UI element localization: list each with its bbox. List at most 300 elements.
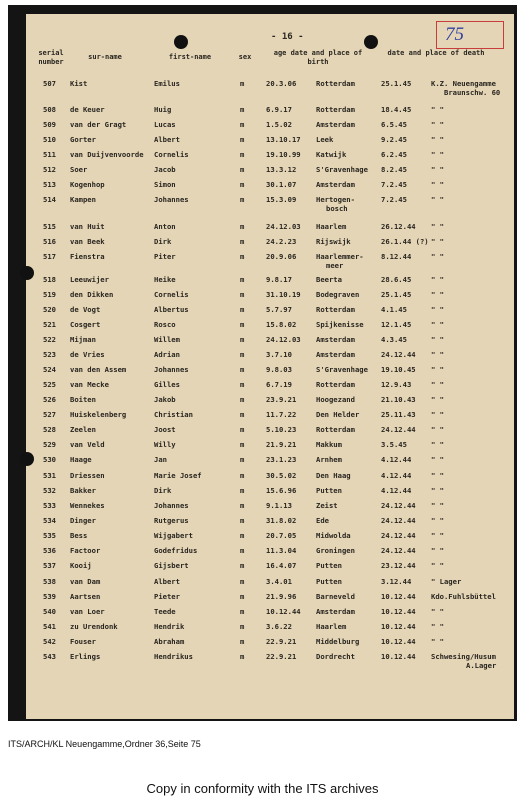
row-surname: Cosgert — [70, 320, 101, 329]
row-birth-place: Midwolda — [316, 531, 351, 540]
row-birth-place: Hertogen- — [316, 195, 355, 204]
scan-frame — [8, 5, 517, 721]
row-first-name: Lucas — [154, 120, 176, 129]
row-sex: m — [240, 516, 245, 525]
row-surname: Bess — [70, 531, 88, 540]
row-birth-place: Haarlemmer- — [316, 252, 364, 261]
row-sex: m — [240, 275, 245, 284]
row-number: 524 — [43, 365, 56, 374]
row-first-name: Christian — [154, 410, 193, 419]
row-death-place: " " — [431, 440, 444, 449]
row-surname: Dinger — [70, 516, 96, 525]
row-birth-place: Zeist — [316, 501, 338, 510]
row-death-date: 12.9.43 — [381, 380, 412, 389]
row-death-date: 4.12.44 — [381, 471, 412, 480]
row-death-place: " " — [431, 410, 444, 419]
row-first-name: Simon — [154, 180, 176, 189]
row-death-date: 8.12.44 — [381, 252, 412, 261]
table-row — [26, 531, 514, 543]
row-birth-place: Hoogezand — [316, 395, 355, 404]
row-surname: Soer — [70, 165, 88, 174]
table-row — [26, 592, 514, 604]
row-number: 520 — [43, 305, 56, 314]
table-row — [26, 577, 514, 589]
row-first-name: Johannes — [154, 195, 189, 204]
row-birth-place: Den Helder — [316, 410, 360, 419]
row-number: 528 — [43, 425, 56, 434]
row-number: 507 — [43, 79, 56, 88]
row-death-place: " " — [431, 395, 444, 404]
row-birth-date: 5.7.97 — [266, 305, 292, 314]
row-first-name: Johannes — [154, 365, 189, 374]
row-number: 529 — [43, 440, 56, 449]
row-number: 512 — [43, 165, 56, 174]
row-birth-date: 6.7.19 — [266, 380, 292, 389]
row-death-place: " " — [431, 252, 444, 261]
row-first-name: Hendrikus — [154, 652, 193, 661]
row-sex: m — [240, 150, 245, 159]
table-row — [26, 165, 514, 177]
header-sex: sex — [238, 53, 252, 61]
row-sex: m — [240, 105, 245, 114]
row-sex: m — [240, 592, 245, 601]
row-surname: Bakker — [70, 486, 96, 495]
row-birth-date: 5.10.23 — [266, 425, 297, 434]
row-sex: m — [240, 410, 245, 419]
row-birth-date: 24.2.23 — [266, 237, 297, 246]
row-surname: Boiten — [70, 395, 96, 404]
header-surname: sur-name — [88, 53, 122, 61]
row-first-name: Cornelis — [154, 290, 189, 299]
table-row — [26, 350, 514, 362]
row-birth-place: Middelburg — [316, 637, 360, 646]
row-first-name: Marie Josef — [154, 471, 202, 480]
row-death-place: " " — [431, 105, 444, 114]
row-surname: van Dam — [70, 577, 101, 586]
row-death-date: 24.12.44 — [381, 425, 416, 434]
row-death-date: 4.12.44 — [381, 486, 412, 495]
row-first-name: Anton — [154, 222, 176, 231]
row-death-place-cont: Braunschw. 60 — [444, 88, 501, 97]
row-death-date: 6.5.45 — [381, 120, 407, 129]
row-death-date: 25.1.45 — [381, 79, 412, 88]
table-row — [26, 305, 514, 317]
row-death-date: 26.1.44 (?) — [381, 237, 429, 246]
row-death-date: 8.2.45 — [381, 165, 407, 174]
row-number: 541 — [43, 622, 56, 631]
row-birth-place: Rotterdam — [316, 305, 355, 314]
row-number: 535 — [43, 531, 56, 540]
row-number: 510 — [43, 135, 56, 144]
row-first-name: Gijsbert — [154, 561, 189, 570]
row-sex: m — [240, 180, 245, 189]
row-surname: zu Urendonk — [70, 622, 118, 631]
row-birth-place: Spijkenisse — [316, 320, 364, 329]
table-row — [26, 440, 514, 452]
row-birth-place: Putten — [316, 486, 342, 495]
row-death-place: " " — [431, 237, 444, 246]
table-row — [26, 622, 514, 634]
row-birth-date: 20.7.05 — [266, 531, 297, 540]
row-birth-place: S'Gravenhage — [316, 165, 368, 174]
row-sex: m — [240, 501, 245, 510]
row-death-date: 23.12.44 — [381, 561, 416, 570]
row-sex: m — [240, 425, 245, 434]
row-sex: m — [240, 395, 245, 404]
row-number: 527 — [43, 410, 56, 419]
row-first-name: Hendrik — [154, 622, 185, 631]
row-first-name: Albertus — [154, 305, 189, 314]
row-first-name: Abraham — [154, 637, 185, 646]
row-sex: m — [240, 486, 245, 495]
row-death-date: 19.10.45 — [381, 365, 416, 374]
row-surname: van den Assem — [70, 365, 127, 374]
row-death-date: 24.12.44 — [381, 501, 416, 510]
row-death-place: " " — [431, 561, 444, 570]
row-death-place: " " — [431, 222, 444, 231]
row-sex: m — [240, 320, 245, 329]
row-number: 526 — [43, 395, 56, 404]
row-number: 521 — [43, 320, 56, 329]
row-birth-date: 10.12.44 — [266, 607, 301, 616]
row-first-name: Gilles — [154, 380, 180, 389]
punch-hole-icon — [174, 35, 188, 49]
table-row — [26, 637, 514, 649]
row-birth-place: Katwijk — [316, 150, 347, 159]
row-number: 542 — [43, 637, 56, 646]
row-number: 515 — [43, 222, 56, 231]
row-death-date: 24.12.44 — [381, 531, 416, 540]
row-sex: m — [240, 380, 245, 389]
row-surname: Fouser — [70, 637, 96, 646]
row-sex: m — [240, 335, 245, 344]
row-sex: m — [240, 531, 245, 540]
row-death-date: 3.12.44 — [381, 577, 412, 586]
row-death-place: " " — [431, 135, 444, 144]
row-death-place: " " — [431, 350, 444, 359]
row-death-date: 26.12.44 — [381, 222, 416, 231]
row-death-date: 9.2.45 — [381, 135, 407, 144]
row-sex: m — [240, 577, 245, 586]
row-surname: Driessen — [70, 471, 105, 480]
row-birth-place: Bodegraven — [316, 290, 360, 299]
row-death-date: 10.12.44 — [381, 652, 416, 661]
table-row — [26, 365, 514, 377]
row-number: 532 — [43, 486, 56, 495]
table-row — [26, 652, 514, 670]
archive-copy-note: Copy in conformity with the ITS archives — [146, 781, 379, 796]
row-death-date: 25.11.43 — [381, 410, 416, 419]
row-death-place: " " — [431, 320, 444, 329]
row-birth-date: 1.5.02 — [266, 120, 292, 129]
row-first-name: Huig — [154, 105, 172, 114]
table-row — [26, 290, 514, 302]
row-death-place: " Lager — [431, 577, 462, 586]
row-surname: Kooij — [70, 561, 92, 570]
row-birth-place: Arnhem — [316, 455, 342, 464]
row-number: 530 — [43, 455, 56, 464]
row-number: 519 — [43, 290, 56, 299]
row-birth-place: Dordrecht — [316, 652, 355, 661]
row-death-place: K.Z. Neuengamme — [431, 79, 496, 88]
row-birth-place: Makkum — [316, 440, 342, 449]
row-birth-place-cont: bosch — [326, 204, 348, 213]
row-birth-place: Putten — [316, 577, 342, 586]
row-birth-date: 23.1.23 — [266, 455, 297, 464]
row-surname: van Mecke — [70, 380, 109, 389]
row-death-date: 21.10.43 — [381, 395, 416, 404]
row-birth-date: 15.3.09 — [266, 195, 297, 204]
row-birth-date: 9.1.13 — [266, 501, 292, 510]
row-number: 508 — [43, 105, 56, 114]
row-death-place: " " — [431, 486, 444, 495]
row-number: 533 — [43, 501, 56, 510]
archive-stamp — [436, 21, 504, 49]
row-first-name: Albert — [154, 577, 180, 586]
row-surname: Aartsen — [70, 592, 101, 601]
row-birth-place: Rotterdam — [316, 425, 355, 434]
row-birth-date: 15.8.02 — [266, 320, 297, 329]
row-surname: Kogenhop — [70, 180, 105, 189]
row-surname: Kist — [70, 79, 88, 88]
row-number: 543 — [43, 652, 56, 661]
row-death-place-cont: A.Lager — [466, 661, 497, 670]
row-death-place: " " — [431, 516, 444, 525]
row-birth-date: 23.9.21 — [266, 395, 297, 404]
row-first-name: Piter — [154, 252, 176, 261]
table-row — [26, 486, 514, 498]
row-birth-place: Beerta — [316, 275, 342, 284]
row-surname: Erlings — [70, 652, 101, 661]
row-sex: m — [240, 652, 245, 661]
table-row — [26, 471, 514, 483]
row-surname: van Beek — [70, 237, 105, 246]
row-surname: de Vogt — [70, 305, 101, 314]
row-death-place: " " — [431, 637, 444, 646]
row-number: 518 — [43, 275, 56, 284]
row-sex: m — [240, 165, 245, 174]
document-page — [26, 14, 514, 719]
header-birth: age date and place of birth — [273, 49, 363, 66]
row-surname: Kampen — [70, 195, 96, 204]
row-birth-place: Leek — [316, 135, 334, 144]
row-death-date: 7.2.45 — [381, 180, 407, 189]
row-first-name: Johannes — [154, 501, 189, 510]
row-sex: m — [240, 237, 245, 246]
header-death: date and place of death — [387, 49, 485, 57]
row-birth-place: Rotterdam — [316, 79, 355, 88]
row-birth-place: Amsterdam — [316, 607, 355, 616]
row-birth-date: 22.9.21 — [266, 637, 297, 646]
row-surname: van der Gragt — [70, 120, 127, 129]
row-number: 513 — [43, 180, 56, 189]
table-row — [26, 607, 514, 619]
row-death-place: " " — [431, 335, 444, 344]
row-sex: m — [240, 120, 245, 129]
table-row — [26, 561, 514, 573]
stamp-number: 75 — [445, 24, 464, 45]
row-sex: m — [240, 305, 245, 314]
table-row — [26, 195, 514, 213]
row-number: 537 — [43, 561, 56, 570]
row-birth-place: Rijswijk — [316, 237, 351, 246]
row-death-place: " " — [431, 546, 444, 555]
row-first-name: Godefridus — [154, 546, 198, 555]
row-surname: Zeelen — [70, 425, 96, 434]
row-birth-place: Amsterdam — [316, 335, 355, 344]
table-row — [26, 501, 514, 513]
row-birth-place: Putten — [316, 561, 342, 570]
table-row — [26, 150, 514, 162]
row-birth-date: 13.3.12 — [266, 165, 297, 174]
row-birth-date: 9.8.03 — [266, 365, 292, 374]
row-death-place: " " — [431, 305, 444, 314]
row-death-date: 28.6.45 — [381, 275, 412, 284]
table-row — [26, 275, 514, 287]
row-number: 509 — [43, 120, 56, 129]
row-death-place: Kdo.Fuhlsbüttel — [431, 592, 496, 601]
row-birth-place: Haarlem — [316, 622, 347, 631]
row-birth-date: 13.10.17 — [266, 135, 301, 144]
row-death-place: " " — [431, 120, 444, 129]
row-birth-date: 11.7.22 — [266, 410, 297, 419]
row-first-name: Heike — [154, 275, 176, 284]
row-birth-date: 20.9.06 — [266, 252, 297, 261]
table-row — [26, 546, 514, 558]
row-sex: m — [240, 350, 245, 359]
row-sex: m — [240, 637, 245, 646]
row-sex: m — [240, 252, 245, 261]
row-first-name: Willy — [154, 440, 176, 449]
table-row — [26, 105, 514, 117]
row-birth-date: 3.4.01 — [266, 577, 292, 586]
row-death-date: 7.2.45 — [381, 195, 407, 204]
row-sex: m — [240, 290, 245, 299]
row-birth-date: 16.4.07 — [266, 561, 297, 570]
punch-hole-icon — [364, 35, 378, 49]
row-sex: m — [240, 135, 245, 144]
row-surname: den Dikken — [70, 290, 114, 299]
row-number: 523 — [43, 350, 56, 359]
row-death-date: 6.2.45 — [381, 150, 407, 159]
row-death-place: " " — [431, 150, 444, 159]
row-first-name: Jacob — [154, 165, 176, 174]
row-death-place: Schwesing/Husum — [431, 652, 496, 661]
row-death-place: " " — [431, 365, 444, 374]
row-birth-date: 31.10.19 — [266, 290, 301, 299]
row-birth-place: Amsterdam — [316, 180, 355, 189]
header-serial: serial number — [38, 49, 64, 66]
table-row — [26, 410, 514, 422]
row-first-name: Emilus — [154, 79, 180, 88]
table-row — [26, 380, 514, 392]
row-birth-date: 15.6.96 — [266, 486, 297, 495]
row-death-date: 25.1.45 — [381, 290, 412, 299]
row-birth-place: Haarlem — [316, 222, 347, 231]
row-death-place: " " — [431, 501, 444, 510]
row-death-place: " " — [431, 607, 444, 616]
row-surname: de Keuer — [70, 105, 105, 114]
table-row — [26, 222, 514, 234]
archive-reference: ITS/ARCH/KL Neuengamme,Ordner 36,Seite 75 — [8, 739, 201, 749]
row-death-date: 4.12.44 — [381, 455, 412, 464]
row-birth-date: 3.6.22 — [266, 622, 292, 631]
row-birth-place: Amsterdam — [316, 350, 355, 359]
row-sex: m — [240, 222, 245, 231]
row-birth-date: 24.12.03 — [266, 222, 301, 231]
header-first-name: first-name — [168, 53, 212, 61]
row-death-date: 10.12.44 — [381, 592, 416, 601]
row-first-name: Dirk — [154, 486, 172, 495]
row-first-name: Rutgerus — [154, 516, 189, 525]
row-surname: van Huit — [70, 222, 105, 231]
row-birth-date: 30.5.02 — [266, 471, 297, 480]
row-first-name: Jan — [154, 455, 167, 464]
row-death-place: " " — [431, 471, 444, 480]
row-surname: de Vries — [70, 350, 105, 359]
row-first-name: Willem — [154, 335, 180, 344]
row-surname: van Duijvenvoorde — [70, 150, 144, 159]
row-first-name: Teede — [154, 607, 176, 616]
row-number: 525 — [43, 380, 56, 389]
row-birth-place: Den Haag — [316, 471, 351, 480]
row-number: 511 — [43, 150, 56, 159]
row-death-date: 12.1.45 — [381, 320, 412, 329]
row-sex: m — [240, 471, 245, 480]
row-number: 517 — [43, 252, 56, 261]
row-first-name: Joost — [154, 425, 176, 434]
row-birth-place-cont: meer — [326, 261, 344, 270]
row-surname: Huiskelenberg — [70, 410, 127, 419]
row-birth-date: 6.9.17 — [266, 105, 292, 114]
row-number: 514 — [43, 195, 56, 204]
row-sex: m — [240, 195, 245, 204]
row-number: 534 — [43, 516, 56, 525]
row-birth-date: 9.8.17 — [266, 275, 292, 284]
row-death-place: " " — [431, 290, 444, 299]
row-birth-date: 24.12.03 — [266, 335, 301, 344]
row-birth-date: 19.10.99 — [266, 150, 301, 159]
row-first-name: Albert — [154, 135, 180, 144]
row-death-date: 4.1.45 — [381, 305, 407, 314]
row-death-place: " " — [431, 380, 444, 389]
row-surname: Mijman — [70, 335, 96, 344]
table-row — [26, 516, 514, 528]
row-death-date: 4.3.45 — [381, 335, 407, 344]
page-number: - 16 - — [271, 32, 304, 42]
row-death-place: " " — [431, 622, 444, 631]
row-death-place: " " — [431, 165, 444, 174]
row-number: 516 — [43, 237, 56, 246]
row-death-place: " " — [431, 531, 444, 540]
row-number: 536 — [43, 546, 56, 555]
row-number: 531 — [43, 471, 56, 480]
row-number: 539 — [43, 592, 56, 601]
row-first-name: Jakob — [154, 395, 176, 404]
row-sex: m — [240, 455, 245, 464]
row-surname: Gorter — [70, 135, 96, 144]
row-number: 522 — [43, 335, 56, 344]
row-surname: Haage — [70, 455, 92, 464]
row-birth-date: 22.9.21 — [266, 652, 297, 661]
table-row — [26, 395, 514, 407]
row-death-place: " " — [431, 195, 444, 204]
row-sex: m — [240, 546, 245, 555]
row-birth-date: 21.9.21 — [266, 440, 297, 449]
table-row — [26, 180, 514, 192]
table-row — [26, 237, 514, 249]
row-number: 538 — [43, 577, 56, 586]
